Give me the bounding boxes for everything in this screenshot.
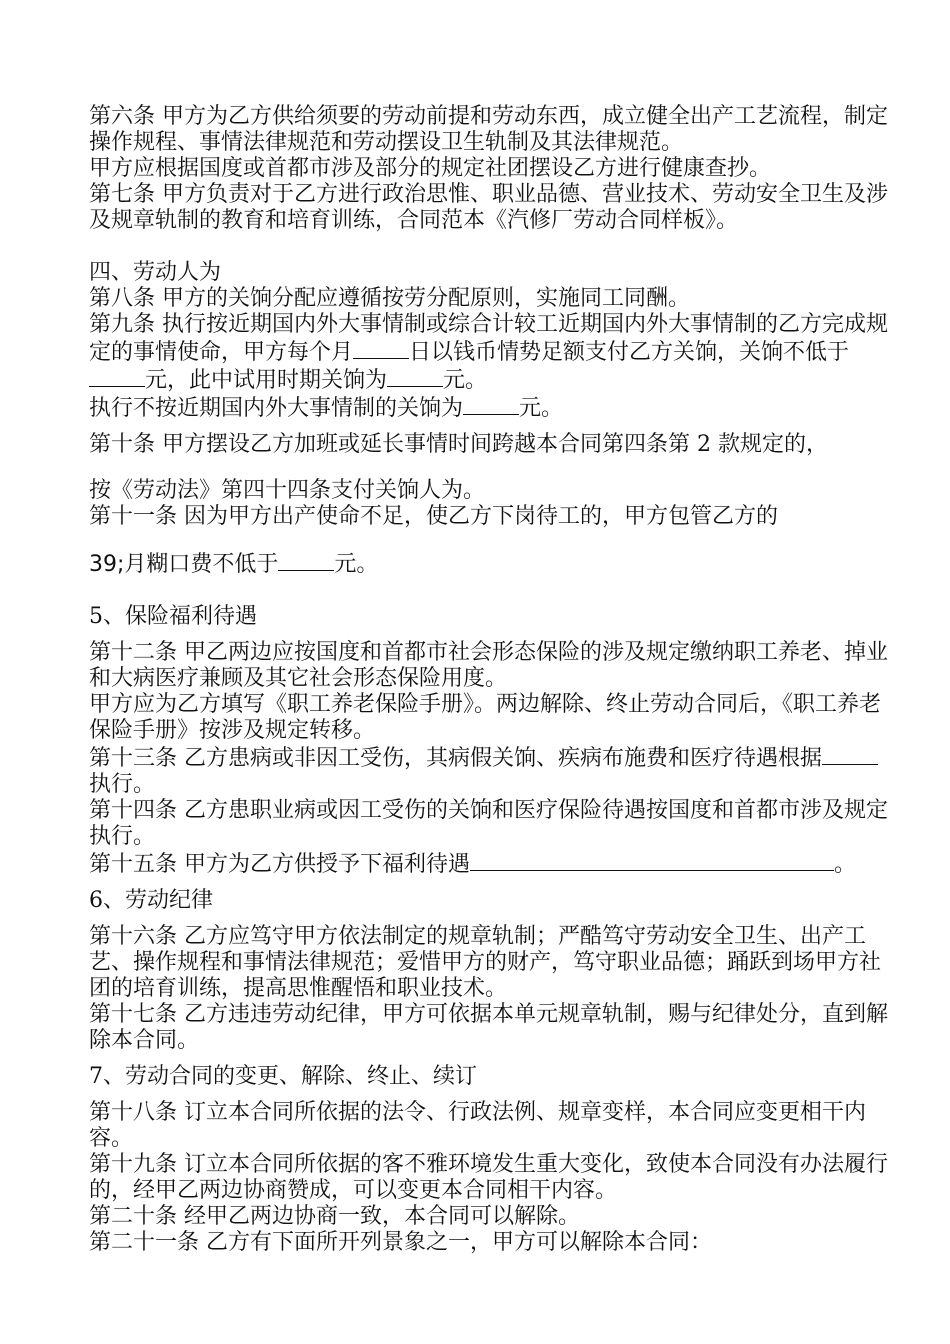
section-6-heading: 6、劳动纪律 xyxy=(89,888,213,913)
blank-field xyxy=(822,744,878,765)
article-9-non-standard: 执行不按近期国内外大事情制的关饷为 元。 xyxy=(89,396,564,421)
article-12: 第十二条 甲乙两边应按国度和首都市社会形态保险的涉及规定缴纳职工养老、掉业和大病医疗兼顾及其它社会形态保险用度。 xyxy=(89,640,888,691)
article-18: 第十八条 订立本合同所依据的法令、行政法例、规章变样，本合同应变更相干内容。 xyxy=(89,1100,866,1151)
article-11-continued: 39;月糊口费不低于 元。 xyxy=(89,552,379,577)
article-14: 第十四条 乙方患职业病或因工受伤的关饷和医疗保险待遇按国度和首都市涉及规定执行。 xyxy=(89,798,888,849)
article-19: 第十九条 订立本合同所依据的客不雅环境发生重大变化，致使本合同没有办法履行的，经甲乙两边协商赞成，可以变更本合同相干内容。 xyxy=(89,1152,888,1203)
article-13: 第十三条 乙方患病或非因工受伤，其病假关饷、疾病布施费和医疗待遇根据执行。 xyxy=(89,744,889,798)
blank-field xyxy=(353,338,409,359)
article-20: 第二十条 经甲乙两边协商一致，本合同可以解除。 xyxy=(89,1204,580,1229)
section-4-heading: 四、劳动人为 xyxy=(89,260,222,285)
article-10-continued: 按《劳动法》第四十四条支付关饷人为。 xyxy=(89,478,486,503)
blank-field xyxy=(387,366,443,387)
blank-field xyxy=(470,850,834,871)
article-17: 第十七条 乙方违违劳动纪律，甲方可依据本单元规章轨制，赐与纪律处分，直到解除本合同。 xyxy=(89,1002,888,1053)
article-6: 第六条 甲方为乙方供给须要的劳动前提和劳动东西，成立健全出产工艺流程，制定操作规程、事情法律规范和劳动摆设卫生轨制及其法律规范。 xyxy=(89,104,888,155)
article-7: 第七条 甲方负责对于乙方进行政治思惟、职业品德、营业技术、劳动安全卫生及涉及规章轨制的教育和培育训练，合同范本《汽修厂劳动合同样板》。 xyxy=(89,182,888,233)
article-12-handbook: 甲方应为乙方填写《职工养老保险手册》。两边解除、终止劳动合同后，《职工养老保险手册》按涉及规定转移。 xyxy=(89,692,882,743)
article-11: 第十一条 因为甲方出产使命不足，使乙方下岗待工的，甲方包管乙方的 xyxy=(89,504,778,529)
contract-page xyxy=(89,104,889,1256)
article-8: 第八条 甲方的关饷分配应遵循按劳分配原则，实施同工同酬。 xyxy=(89,286,690,311)
section-5-heading: 5、保险福利待遇 xyxy=(89,604,257,629)
article-10: 第十条 甲方摆设乙方加班或延长事情时间跨越本合同第四条第 2 款规定的， xyxy=(89,432,828,457)
blank-field xyxy=(89,366,145,387)
article-21: 第二十一条 乙方有下面所开列景象之一，甲方可以解除本合同： xyxy=(89,1230,712,1255)
blank-field xyxy=(278,550,334,571)
section-7-heading: 7、劳动合同的变更、解除、终止、续订 xyxy=(89,1064,477,1089)
article-15: 第十五条 甲方为乙方供授予下福利待遇 。 xyxy=(89,852,857,877)
article-6-health-check: 甲方应根据国度或首都市涉及部分的规定社团摆设乙方进行健康查抄。 xyxy=(89,156,772,181)
article-9: 第九条 执行按近期国内外大事情制或综合计较工近期国内外大事情制的乙方完成规定的事情使命，甲方每个月 日以钱币情势足额支付乙方关饷，关饷不低于元，此中试用时期关饷为 元。 xyxy=(89,312,888,393)
article-16: 第十六条 乙方应笃守甲方依法制定的规章轨制；严酷笃守劳动安全卫生、出产工艺、操作规程和事情法律规范；爱惜甲方的财产，笃守职业品德；踊跃到场甲方社团的培育训练，提高思惟醒悟和职业技术。 xyxy=(89,924,882,1001)
blank-field xyxy=(463,394,519,415)
